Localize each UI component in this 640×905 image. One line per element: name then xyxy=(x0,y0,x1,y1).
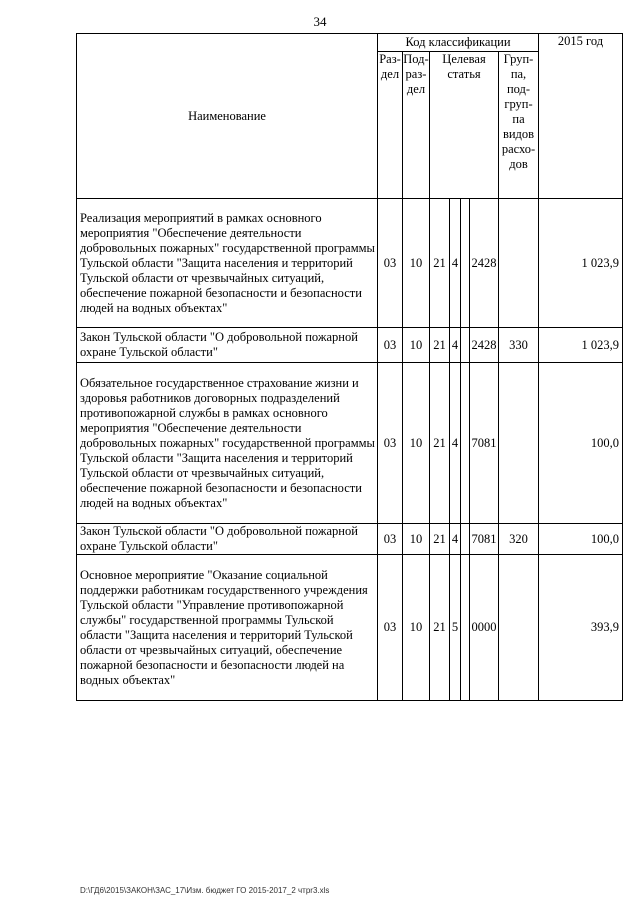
row-target-part3 xyxy=(461,328,470,363)
row-target-part4: 7081 xyxy=(470,524,499,555)
row-name: Обязательное государственное страхование жизни и здоровья работников договорных подразделений противопожарной службы в рамках основного мероприятия "Обеспечение деятельности добровольных пожарных" государственной программы Тульской области "Защита населения и территорий Тульской области от чрезвычайных ситуаций, обеспечение пожарной безопасности и безопасности людей на водных объектах" xyxy=(77,363,378,524)
row-target-part2: 4 xyxy=(450,363,461,524)
row-amount: 1 023,9 xyxy=(539,328,623,363)
header-target: Целевая статья xyxy=(430,52,499,199)
row-amount: 100,0 xyxy=(539,363,623,524)
table-row xyxy=(77,524,623,555)
row-target-part2: 5 xyxy=(450,555,461,701)
row-target-part1: 21 xyxy=(430,328,450,363)
row-razdel: 03 xyxy=(378,199,403,328)
row-name: Реализация мероприятий в рамках основного мероприятия "Обеспечение деятельности добровольных пожарных" государственной программы Тульской области "Защита населения и территорий Тульской области от чрезвычайных ситуаций, обеспечение пожарной безопасности и безопасности людей на водных объектах" xyxy=(77,199,378,328)
header-name: Наименование xyxy=(77,34,378,199)
row-razdel: 03 xyxy=(378,328,403,363)
row-target-part2: 4 xyxy=(450,328,461,363)
file-path-footer: D:\ГД6\2015\ЗАКОН\ЗАС_17\Изм. бюджет ГО 2015-2017_2 чтpr3.xls xyxy=(80,886,330,895)
row-amount: 100,0 xyxy=(539,524,623,555)
header-podrazdel: Под- раз- дел xyxy=(403,52,430,199)
row-name: Основное мероприятие "Оказание социальной поддержки работникам государственного учреждения Тульской области "Управление противопожарной службы" государственной программы Тульской области "Защита населения и территорий Тульской области от чрезвычайных ситуаций, обеспечение пожарной безопасности и безопасности людей на водных объектах" xyxy=(77,555,378,701)
row-amount: 393,9 xyxy=(539,555,623,701)
row-amount: 1 023,9 xyxy=(539,199,623,328)
row-target-part4: 2428 xyxy=(470,328,499,363)
row-podrazdel: 10 xyxy=(403,199,430,328)
table-row xyxy=(77,328,623,363)
row-target-part4: 2428 xyxy=(470,199,499,328)
row-target-part3 xyxy=(461,363,470,524)
row-group: 320 xyxy=(499,524,539,555)
header-row-1 xyxy=(77,34,623,52)
row-target-part1: 21 xyxy=(430,363,450,524)
row-target-part3 xyxy=(461,524,470,555)
row-target-part2: 4 xyxy=(450,199,461,328)
row-target-part1: 21 xyxy=(430,524,450,555)
table-row xyxy=(77,555,623,701)
table-row xyxy=(77,199,623,328)
row-razdel: 03 xyxy=(378,363,403,524)
row-podrazdel: 10 xyxy=(403,363,430,524)
budget-table xyxy=(76,33,623,701)
row-target-part3 xyxy=(461,199,470,328)
page-number: 34 xyxy=(313,14,327,29)
header-razdel: Раз- дел xyxy=(378,52,403,199)
row-group xyxy=(499,199,539,328)
row-group xyxy=(499,555,539,701)
row-razdel: 03 xyxy=(378,524,403,555)
row-podrazdel: 10 xyxy=(403,328,430,363)
row-target-part1: 21 xyxy=(430,199,450,328)
row-razdel: 03 xyxy=(378,555,403,701)
table-row xyxy=(77,363,623,524)
row-target-part3 xyxy=(461,555,470,701)
row-name: Закон Тульской области "О добровольной пожарной охране Тульской области" xyxy=(77,524,378,555)
row-target-part4: 0000 xyxy=(470,555,499,701)
row-name: Закон Тульской области "О добровольной пожарной охране Тульской области" xyxy=(77,328,378,363)
header-group: Груп- па, под- груп- па видов расхо- дов xyxy=(499,52,539,199)
header-year: 2015 год xyxy=(539,34,623,199)
row-target-part1: 21 xyxy=(430,555,450,701)
row-target-part4: 7081 xyxy=(470,363,499,524)
row-group xyxy=(499,363,539,524)
row-group: 330 xyxy=(499,328,539,363)
header-classification: Код классификации xyxy=(378,34,539,52)
row-target-part2: 4 xyxy=(450,524,461,555)
row-podrazdel: 10 xyxy=(403,524,430,555)
row-podrazdel: 10 xyxy=(403,555,430,701)
